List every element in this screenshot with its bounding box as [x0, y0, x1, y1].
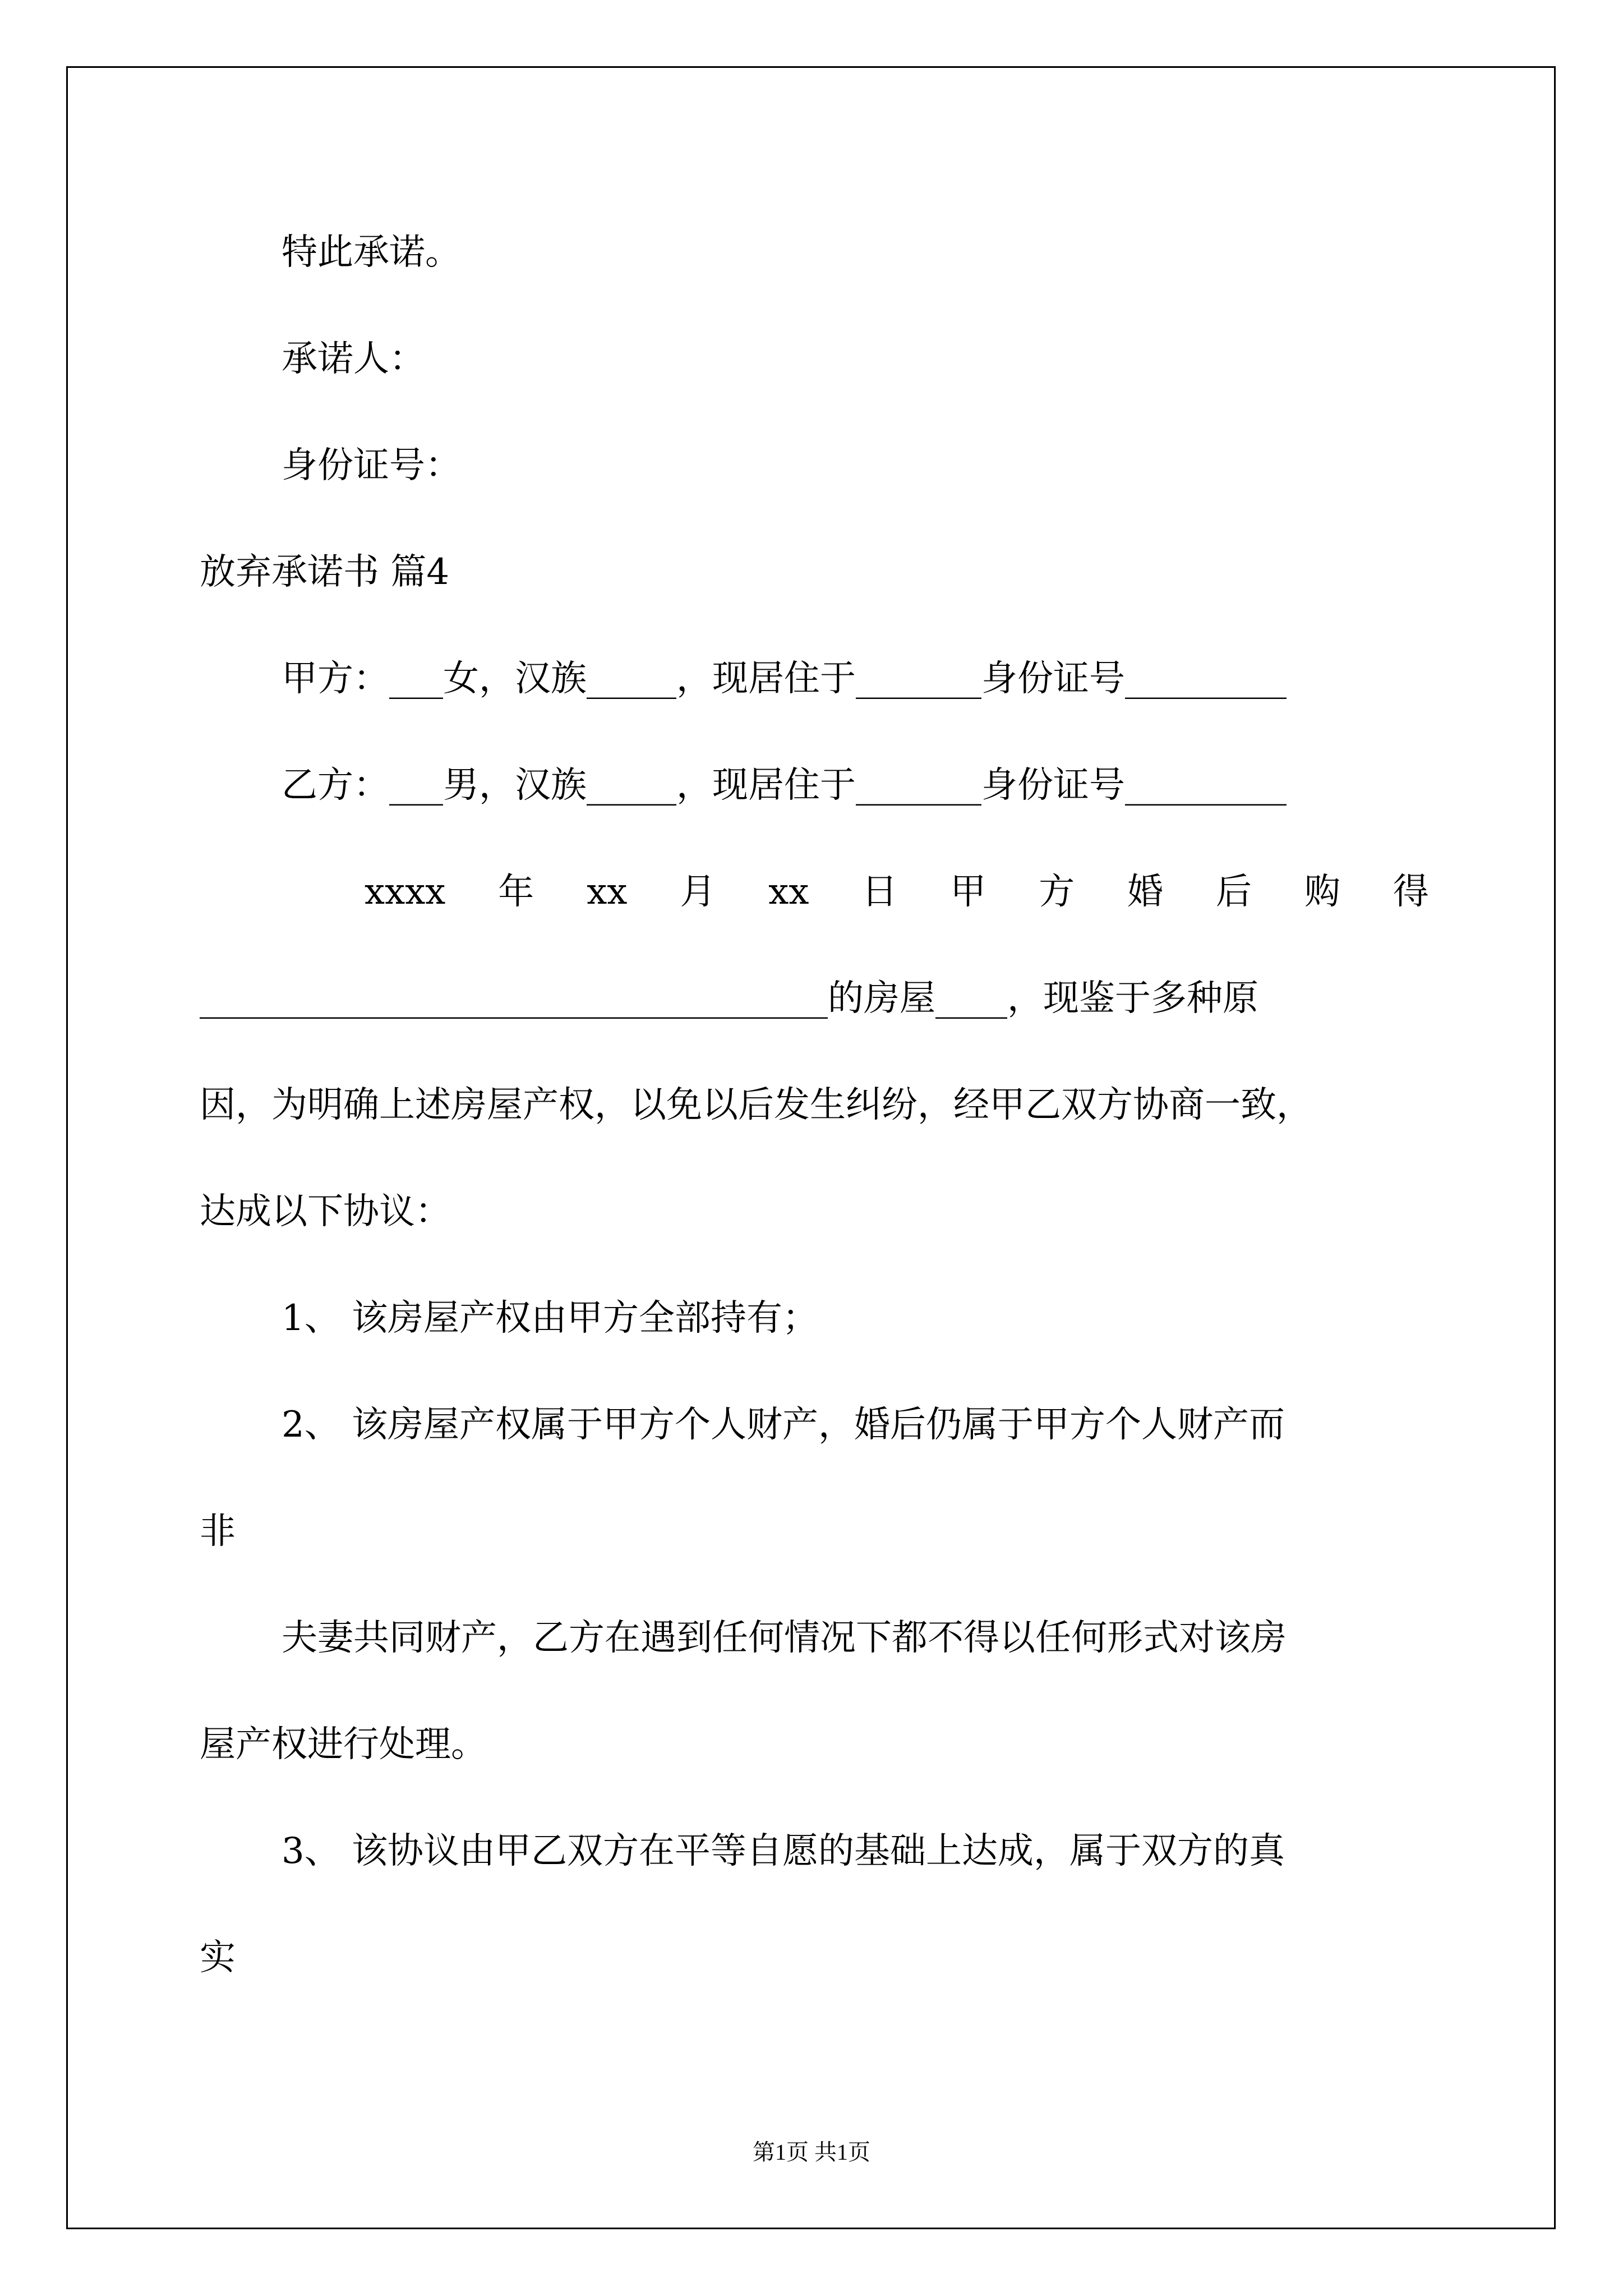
date-word: xxxx [365, 871, 446, 913]
date-word: 年 [498, 871, 534, 913]
date-word: 购 [1304, 871, 1340, 913]
body-text-line: 实 [200, 1937, 236, 1978]
date-word: 婚 [1127, 871, 1164, 913]
date-word: 后 [1216, 871, 1252, 913]
body-text-line: 屋产权进行处理。 [200, 1724, 487, 1765]
body-text-line: 夫妻共同财产，乙方在遇到任何情况下都不得以任何形式对该房 [282, 1617, 1287, 1659]
date-word: 日 [861, 871, 898, 913]
date-word: 方 [1039, 871, 1075, 913]
section-heading: 放弃承诺书 篇4 [200, 551, 450, 593]
date-word: xx [768, 871, 809, 913]
date-word: 甲 [950, 871, 986, 913]
promisor-label: 承诺人： [282, 338, 425, 380]
body-text-line: ___________________________________的房屋____，现鉴于多种原 [200, 978, 1258, 1019]
closing-statement: 特此承诺。 [282, 232, 461, 273]
id-number-label: 身份证号： [282, 445, 461, 486]
clause-3: 3、 该协议由甲乙双方在平等自愿的基础上达成，属于双方的真 [282, 1830, 1285, 1872]
page-footer: 第1页 共1页 [753, 2139, 870, 2165]
body-text-line: 达成以下协议： [200, 1191, 451, 1232]
date-word: 得 [1393, 871, 1429, 913]
body-text-line: 非 [200, 1511, 236, 1552]
clause-1: 1、 该房屋产权由甲方全部持有； [282, 1297, 819, 1339]
party-b-line: 乙方：___男，汉族_____，现居住于_______身份证号_________ [282, 765, 1287, 806]
page-border [66, 66, 1556, 2229]
date-word: xx [587, 871, 628, 913]
clause-2: 2、 该房屋产权属于甲方个人财产，婚后仍属于甲方个人财产而 [282, 1404, 1285, 1446]
purchase-date-line [365, 869, 1429, 914]
date-word: 月 [680, 871, 716, 913]
party-a-line: 甲方：___女，汉族_____，现居住于_______身份证号_________ [282, 658, 1287, 700]
body-text-line: 因，为明确上述房屋产权，以免以后发生纠纷，经甲乙双方协商一致， [200, 1084, 1312, 1126]
